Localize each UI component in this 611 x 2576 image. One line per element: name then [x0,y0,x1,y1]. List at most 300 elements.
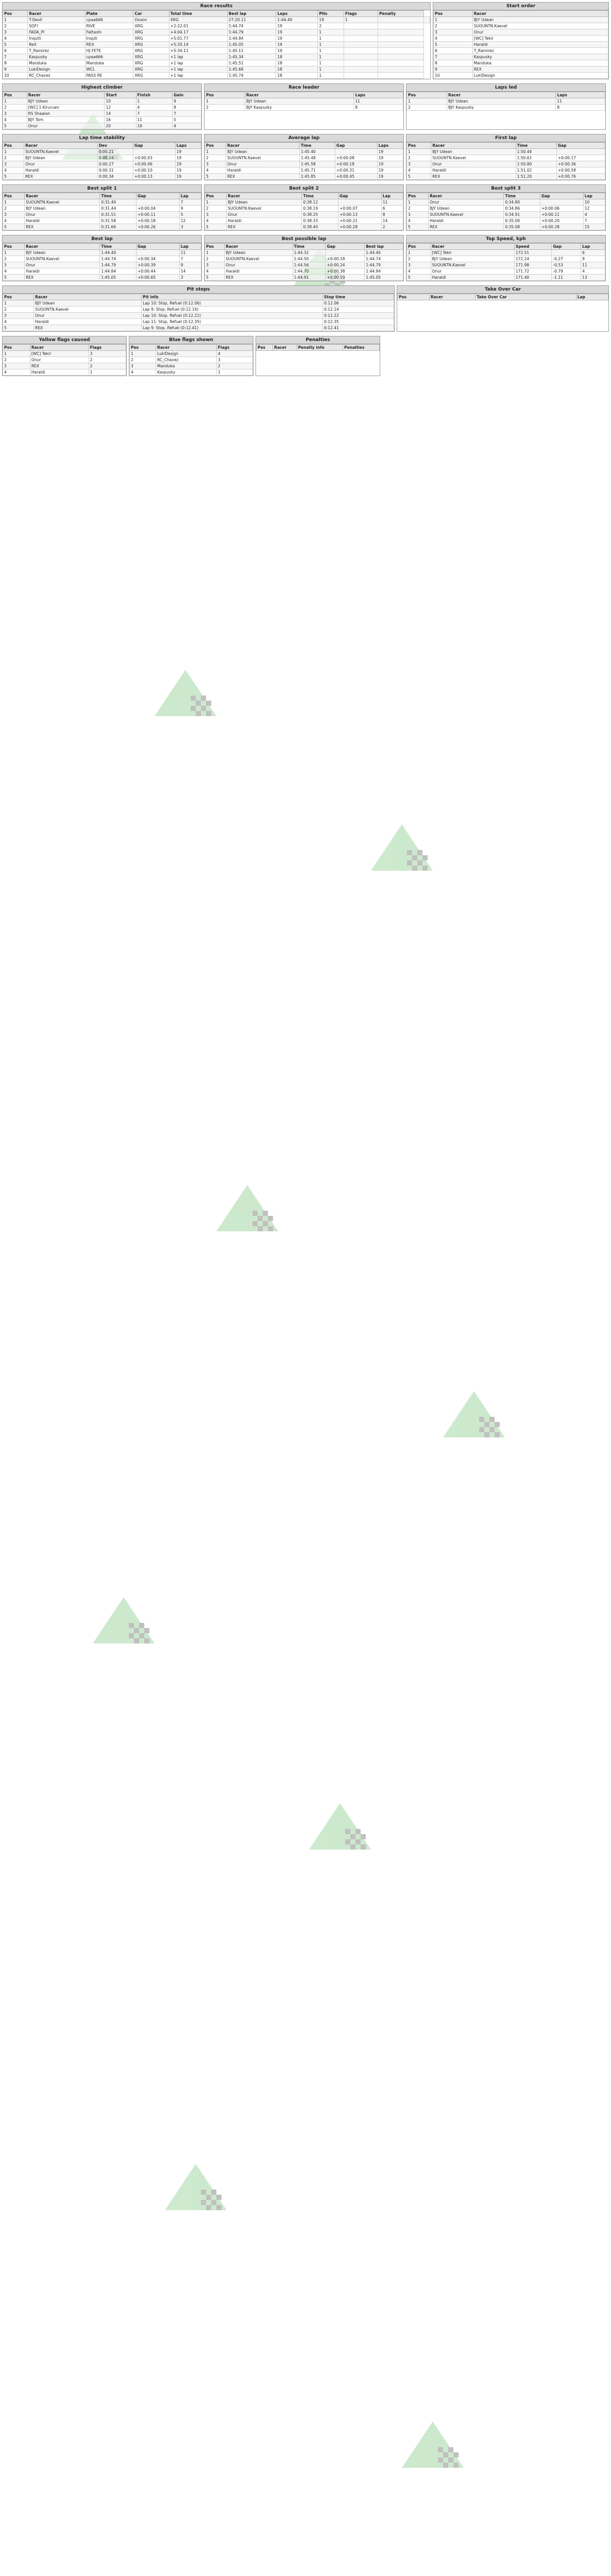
checkered-flag-logo [309,1803,371,1850]
column-header: Racer [226,143,300,149]
row-pits [0,283,611,334]
column-header: Racer [25,193,100,199]
table-header-row [3,294,394,300]
column-header: Racer [273,345,297,351]
table-cell: 1 [205,98,245,105]
table-cell: 1 [205,149,226,155]
table-row [434,73,608,79]
table-row [407,98,605,105]
table-cell: 2 [3,155,24,161]
table-cell: 0:38.25 [302,212,338,218]
table-cell: 9 [581,256,605,262]
table-cell: 1:44.50 [293,256,326,262]
table-cell: 1:45.58 [299,161,335,167]
table-cell: 10 [3,73,28,79]
table-cell: 0:00.31 [97,167,133,174]
column-header: Flags [89,345,126,351]
table-row [407,275,605,281]
best-lap-panel [2,235,202,281]
table-cell: BJY Udean [27,98,105,105]
table-cell: 8 [173,105,201,111]
table-row [3,23,430,29]
column-header: Gap [136,244,179,250]
table-cell: +0:00.06 [133,161,175,167]
column-header: Laps [556,92,605,98]
penalties-title: Penalties [256,336,380,344]
table-row [407,206,605,212]
table-cell: REX [227,224,302,230]
column-header: Pos [257,345,273,351]
table-cell: 1:44.40 [100,250,137,256]
table-cell: 1:44.70 [293,268,326,275]
table-cell: +0:00.34 [136,256,179,262]
table-cell: RC_Chavez [156,357,217,363]
column-header: Pit info [142,294,323,300]
table-cell [378,66,424,73]
table-cell: 1:45.40 [299,149,335,155]
row-climber [0,81,611,132]
table-row [130,369,253,376]
table-cell: -0.53 [552,262,581,268]
table-row [205,262,403,268]
table-cell: Manduka [85,60,133,66]
table-row [3,111,201,117]
column-header: Gap [540,193,583,199]
table-cell [338,199,381,206]
table-cell: 3 [179,224,201,230]
table-cell: 3 [3,363,30,369]
table-cell: 3 [3,262,25,268]
column-header: Gap [556,143,605,149]
penalties-table [256,344,380,351]
column-header: Pos [3,193,25,199]
table-cell: Haraldi [227,218,302,224]
table-cell: 6 [3,48,28,54]
table-cell: 171.40 [514,275,552,281]
table-cell: +1 lap [169,54,227,60]
table-row [434,42,608,48]
table-cell: SUOUNTN.Kaevel [225,256,293,262]
table-cell: SUOUNTN.Kaevel [429,212,504,218]
column-header: Racer [34,294,142,300]
column-header: Racer [472,11,608,17]
top-speed-panel [406,235,606,281]
table-cell: +0:00.28 [338,224,381,230]
take-over-car-panel [397,285,609,332]
table-cell: +0:00.18 [136,218,179,224]
table-cell [378,42,424,48]
table-row [205,218,403,224]
table-cell: 1:45.74 [227,73,276,79]
table-cell: 1 [407,149,431,155]
table-cell: 0:31.40 [100,199,137,206]
column-header: Pos [205,244,225,250]
best-possible-lap-table [205,243,403,281]
table-cell: 0:00.24 [97,155,133,161]
table-cell: 1 [344,17,378,23]
table-cell: 2 [216,363,252,369]
table-cell [344,36,378,42]
table-cell: 1:44.40 [276,17,318,23]
table-cell: SUOUNTN.Kaevel [431,155,516,161]
table-row [3,36,430,42]
table-cell: +1 lap [169,60,227,66]
table-row [3,17,430,23]
table-cell: +0:00.65 [136,275,179,281]
table-cell: SUOUNTN.Kaevel [25,199,100,206]
table-cell: 1:44.40 [365,250,403,256]
lap-time-stability-table [3,142,201,180]
table-cell: 8 [354,105,403,111]
table-row [3,105,201,111]
table-cell: 19 [175,155,201,161]
table-cell: 3 [205,161,226,167]
table-cell: 1 [407,250,431,256]
table-cell: Onur [25,212,100,218]
column-header: Time [302,193,338,199]
table-cell: 0:31.66 [100,224,137,230]
table-cell: Onur [30,357,89,363]
table-cell [344,54,378,60]
column-header: Gap [338,193,381,199]
checkered-flag-logo [165,2164,227,2210]
column-header: Pits [318,11,344,17]
table-cell: Onur [227,212,302,218]
start-order-panel [433,2,609,79]
table-cell: 4 [581,268,605,275]
race-report [0,0,611,378]
column-header: Time [293,244,326,250]
table-cell: +5:20.14 [169,42,227,48]
table-cell: 1 [318,48,344,54]
table-cell: Lap 11: Stop, Refuel (0:12.35) [142,319,323,325]
table-cell: -1.11 [552,275,581,281]
table-cell: cpaa666 [85,17,133,23]
table-cell: [WC] Tekir [30,351,89,357]
table-cell: BJY Udean [227,199,302,206]
table-cell: 1:44.79 [100,262,137,268]
table-cell: Haraldi [30,369,89,376]
table-row [205,149,403,155]
table-cell: 1:44.84 [227,36,276,42]
table-cell: LukiDesign [156,351,217,357]
table-row [3,363,126,369]
table-cell: +0:00.38 [326,268,365,275]
table-cell: 4 [583,212,605,218]
table-cell: 4 [136,105,173,111]
table-row [3,325,394,331]
row-results [0,0,611,81]
checkered-flag-logo [216,1185,278,1231]
table-cell: Onur [226,161,300,167]
row-splits [0,182,611,233]
table-cell: 2 [407,256,431,262]
average-lap-table [205,142,403,180]
table-cell: 10 [105,98,136,105]
column-header: Pos [3,92,27,98]
table-cell: BJY Udean [472,17,608,23]
column-header: Plate [85,11,133,17]
column-header: Best lap [227,11,276,17]
table-cell: 2 [434,23,473,29]
table-cell: +5:01.77 [169,36,227,42]
table-cell: 4 [3,319,34,325]
table-header-row [3,345,126,351]
table-cell: 19 [175,167,201,174]
table-cell: 18 [276,60,318,66]
table-row [3,54,430,60]
checkered-flag-logo [443,1391,505,1437]
column-header: Pos [407,193,429,199]
yellow-flags-panel [2,336,127,376]
start-order-title: Start order [433,3,608,10]
table-cell: 11 [581,262,605,268]
column-header: Time [504,193,540,199]
table-cell: 4 [3,117,27,123]
table-cell: Lap 10: Stop, Refuel (0:12.22) [142,313,323,319]
table-row [434,66,608,73]
table-cell: 18 [276,73,318,79]
table-cell: BJY Kaspusky [245,105,353,111]
table-cell: 3 [130,363,156,369]
table-cell: 1 [318,54,344,60]
table-row [205,256,403,262]
table-cell: Haraldi [25,268,100,275]
table-cell: Kaspusky [472,54,608,60]
table-cell: 172.51 [514,250,552,256]
table-cell: 1 [434,17,473,23]
table-cell: BJY Udean [225,250,293,256]
table-cell: Inquiti [28,36,85,42]
table-cell: 3 [89,351,126,357]
column-header: Gap [326,244,365,250]
table-cell: HJ FETE [85,48,133,54]
column-header: Racer [225,244,293,250]
table-cell: 1:45.11 [227,48,276,54]
column-header: Pos [407,143,431,149]
blue-flags-panel [129,336,253,376]
column-header: Pos [130,345,156,351]
column-header: Lap [179,193,201,199]
table-cell: 4 [3,167,24,174]
table-cell: Haraldi [24,167,98,174]
table-row [205,167,403,174]
table-cell: 1 [3,17,28,23]
table-cell [133,149,175,155]
table-cell [556,149,605,155]
table-row [407,262,605,268]
table-cell: Haraldi [34,319,142,325]
table-row [3,319,394,325]
yellow-flags-title: Yellow flags caused [3,336,126,344]
table-cell: 1:45.71 [299,167,335,174]
table-cell: Onur [429,199,504,206]
table-cell: 2 [3,105,27,111]
table-row [205,98,403,105]
table-cell: 13 [581,275,605,281]
table-cell: 1 [130,351,156,357]
best-split-3-panel [406,184,606,231]
table-cell: 9 [179,206,201,212]
column-header: Speed [514,244,552,250]
table-cell: [WC] 1 Kiruruen [27,105,105,111]
table-cell: 0:34.86 [504,206,540,212]
table-cell: 5 [434,42,473,48]
table-cell: 3 [205,212,227,218]
table-cell: 19 [175,161,201,167]
table-row [407,167,605,174]
table-cell: BJY Udean [226,149,300,155]
table-cell: Inquti [85,36,133,42]
best-split-3-table [406,193,605,230]
table-cell: Onur [431,161,516,167]
table-cell: 1 [318,73,344,79]
table-cell: 1 [407,98,447,105]
table-cell: 172.24 [514,256,552,262]
table-cell: 0:12.22 [323,313,394,319]
column-header: Laps [276,11,318,17]
table-cell: -0.27 [552,256,581,262]
table-cell: 171.98 [514,262,552,268]
table-row [3,307,394,313]
table-cell: 5 [407,275,431,281]
table-cell: 0:38.19 [302,206,338,212]
table-row [3,218,201,224]
table-cell: SUOUNTN.Kaevel [25,256,100,262]
table-cell: BJY Udean [24,155,98,161]
table-cell: 8 [434,60,473,66]
pit-stops-title: Pit stops [3,286,394,294]
table-cell: 4 [407,167,431,174]
table-cell: +0:00.36 [556,161,605,167]
table-cell: BJY Udean [429,206,504,212]
table-cell: Haraldi [429,218,504,224]
table-cell: 4 [130,369,156,376]
table-cell: 5 [3,123,27,129]
table-cell: Onur [34,313,142,319]
table-row [3,73,430,79]
table-cell: BJY Udean [245,98,353,105]
column-header: Gain [173,92,201,98]
column-header: Racer [30,345,89,351]
table-cell: 16 [136,123,173,129]
column-header: Pos [407,244,431,250]
table-cell: 0:31.44 [100,206,137,212]
table-row [130,363,253,369]
table-header-row [3,143,201,149]
table-cell: 2 [205,155,226,161]
table-cell: 1 [318,36,344,42]
top-speed-title: Top Speed, kph [406,235,605,243]
table-cell: 1 [3,149,24,155]
table-cell: 5 [3,224,25,230]
table-cell: 8 [556,105,605,111]
table-row [205,174,403,180]
table-cell: SUOUNTN.Kaevel [226,155,300,161]
table-cell: 4 [173,123,201,129]
table-cell: REX [429,224,504,230]
table-cell: +0:00.39 [136,262,179,268]
table-cell [136,250,179,256]
table-cell: 2 [89,363,126,369]
table-cell: 1 [136,98,173,105]
average-lap-panel [204,134,404,180]
table-cell: 2 [3,206,25,212]
row-stability [0,132,611,182]
table-header-row [398,294,608,300]
take-over-car-table [397,294,608,300]
table-row [3,351,126,357]
table-cell: Kaspusky [28,54,85,60]
table-header-row [205,92,403,98]
table-cell: +4:04.17 [169,29,227,36]
table-cell: 1 [205,199,227,206]
column-header: Racer [156,345,217,351]
table-cell: 1:45.51 [227,60,276,66]
column-header: Laps [377,143,403,149]
column-header: Lap [581,244,605,250]
column-header: Racer [431,143,516,149]
table-row [205,275,403,281]
column-header: Gap [136,193,179,199]
table-cell: Haraldi [431,275,514,281]
table-cell: +0:00.21 [338,218,381,224]
table-row [407,105,605,111]
table-cell [335,149,377,155]
table-cell: XRG [133,54,169,60]
table-cell [344,29,378,36]
table-cell: RS Shaalan [27,111,105,117]
table-row [3,275,201,281]
table-cell: Fattashi [85,29,133,36]
table-cell: 10 [583,199,605,206]
table-cell: 3 [407,212,429,218]
table-cell: XRG [133,66,169,73]
table-row [407,256,605,262]
table-cell: 0:35.00 [504,218,540,224]
table-cell: 1 [407,199,429,206]
table-cell: 1 [318,29,344,36]
column-header: Racer [245,92,353,98]
table-cell: SOFI [28,23,85,29]
table-cell: +0:00.59 [326,275,365,281]
table-header-row [407,244,605,250]
table-row [130,357,253,363]
table-cell: 9 [179,262,201,268]
take-over-car-title: Take Over Car [397,286,608,294]
table-cell: 4 [407,218,429,224]
table-cell: 2 [407,155,431,161]
table-cell: 3 [407,161,431,167]
table-cell: 1:45.05 [227,42,276,48]
row-flags [0,334,611,378]
checkered-flag-logo [93,1597,155,1643]
table-row [434,54,608,60]
table-cell: 2 [407,206,429,212]
table-cell [378,17,424,23]
table-cell: 12 [179,218,201,224]
blue-flags-title: Blue flags shown [129,336,253,344]
table-cell [378,23,424,29]
table-cell: 6 [581,250,605,256]
table-row [3,369,126,376]
table-row [434,48,608,54]
table-row [3,300,394,307]
checkered-flag-logo [371,824,433,871]
table-cell: 1:51.02 [516,167,556,174]
table-cell: 10 [434,73,473,79]
table-cell: +0:00.20 [540,218,583,224]
